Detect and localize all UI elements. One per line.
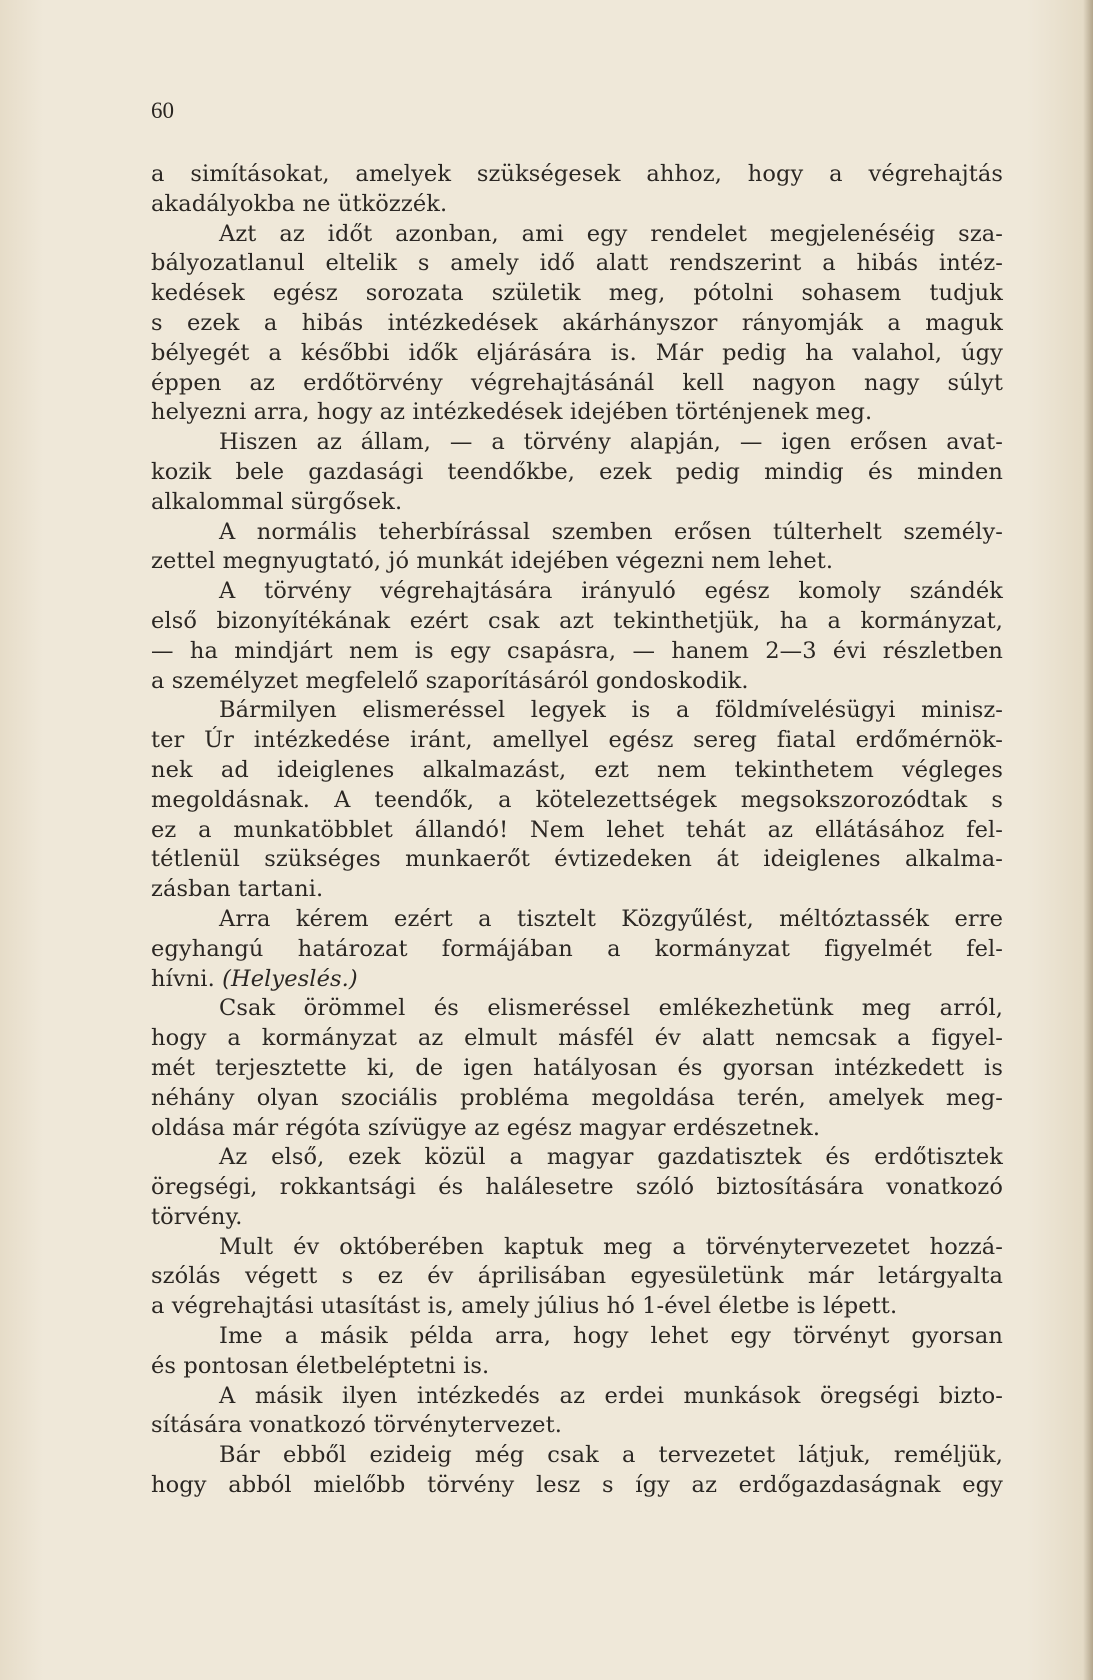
line-text: Azt az időt azonban, ami egy rendelet megjelenéséig sza- (219, 220, 1003, 247)
line-text: Bármilyen elismeréssel legyek is a földmívelésügyi minisz- (219, 697, 1003, 724)
line-text: hívni. (151, 965, 223, 992)
text-line (151, 726, 1003, 756)
text-line (151, 1441, 1003, 1471)
line-text: mét terjesztette ki, de igen hatályosan és gyorsan intézkedett is (151, 1054, 1003, 1081)
text-line (151, 786, 1003, 816)
line-text: Az első, ezek közül a magyar gazdatisztek és erdőtisztek (219, 1144, 1003, 1171)
text-line (151, 667, 1003, 697)
text-line (151, 577, 1003, 607)
line-text: A törvény végrehajtására irányuló egész komoly szándék (219, 578, 1003, 605)
line-text: zásban tartani. (151, 876, 324, 903)
line-text: — ha mindjárt nem is egy csapásra, — hanem 2—3 évi részletben (151, 637, 1003, 664)
text-line (151, 1292, 1003, 1322)
text-line (151, 965, 1003, 995)
text-line (151, 1382, 1003, 1412)
line-text: szólás végett s ez év áprilisában egyesületünk már letárgyalta (151, 1263, 1003, 1290)
line-text: bályozatlanul eltelik s amely idő alatt rendszerint a hibás intéz- (151, 250, 1003, 277)
line-text: első bizonyítékának ezért csak azt tekinthetjük, ha a kormányzat, (151, 607, 1003, 634)
text-line (151, 845, 1003, 875)
text-line (151, 309, 1003, 339)
line-text: öregségi, rokkantsági és halálesetre szóló biztosítására vonatkozó (151, 1174, 1003, 1201)
text-line (151, 1233, 1003, 1263)
line-text: sítására vonatkozó törvénytervezet. (151, 1412, 562, 1439)
line-text: A másik ilyen intézkedés az erdei munkások öregségi bizto- (219, 1382, 1003, 1409)
line-text: a simításokat, amelyek szükségesek ahhoz, hogy a végrehajtás (151, 161, 1003, 187)
line-text: megoldásnak. A teendők, a kötelezettségek megsokszorozódtak s (151, 786, 1003, 813)
text-line (151, 518, 1003, 548)
line-text: alkalommal sürgősek. (151, 488, 403, 515)
text-line (151, 369, 1003, 399)
text-line (151, 696, 1003, 726)
text-line (151, 1322, 1003, 1352)
text-line (151, 1173, 1003, 1203)
text-line (151, 458, 1003, 488)
text-line (151, 1262, 1003, 1292)
line-text: tétlenül szükséges munkaerőt évtizedeken át ideiglenes alkalma- (151, 846, 1003, 873)
line-text: néhány olyan szociális probléma megoldása terén, amelyek meg- (151, 1084, 1003, 1111)
line-text: helyezni arra, hogy az intézkedések idejében történjenek meg. (151, 399, 873, 426)
line-text: akadályokba ne ütközzék. (151, 190, 448, 217)
line-text: Bár ebből ezideig még csak a tervezetet látjuk, reméljük, (219, 1442, 1003, 1469)
text-line (151, 756, 1003, 786)
line-text: Ime a másik példa arra, hogy lehet egy törvényt gyorsan (219, 1323, 1003, 1350)
text-line (151, 875, 1003, 905)
text-line (151, 1054, 1003, 1084)
text-line (151, 637, 1003, 667)
line-text: kozik bele gazdasági teendőkbe, ezek pedig mindig és minden (151, 458, 1003, 485)
line-text: egyhangú határozat formájában a kormányzat figyelmét fel- (151, 935, 1003, 962)
text-line (151, 1471, 1003, 1501)
line-text: nek ad ideiglenes alkalmazást, ezt nem tekinthetem végleges (151, 756, 1003, 783)
line-text: hogy a kormányzat az elmult másfél év alatt nemcsak a figyel- (151, 1025, 1003, 1052)
page-edge-shadow (1083, 0, 1093, 1680)
text-line (151, 1024, 1003, 1054)
text-line (151, 935, 1003, 965)
text-line (151, 488, 1003, 518)
text-line (151, 1352, 1003, 1382)
line-text: ez a munkatöbblet állandó! Nem lehet tehát az ellátásához fel- (151, 816, 1003, 843)
text-line (151, 220, 1003, 250)
page-number: 60 (151, 98, 174, 123)
text-line (151, 816, 1003, 846)
text-line (151, 547, 1003, 577)
line-text: bélyegét a későbbi idők eljárására is. Már pedig ha valahol, úgy (151, 339, 1003, 366)
line-text: kedések egész sorozata születik meg, pótolni sohasem tudjuk (151, 280, 1003, 307)
text-line (151, 1143, 1003, 1173)
text-line (151, 160, 1003, 190)
line-text: éppen az erdőtörvény végrehajtásánál kell nagyon nagy súlyt (151, 369, 1003, 396)
text-line (151, 1411, 1003, 1441)
line-text: ter Úr intézkedése iránt, amellyel egész sereg fiatal erdőmérnök- (151, 727, 1003, 754)
text-line (151, 1114, 1003, 1144)
line-text: oldása már régóta szívügye az egész magyar erdészetnek. (151, 1114, 821, 1141)
line-text: s ezek a hibás intézkedések akárhányszor rányomják a maguk (151, 309, 1003, 336)
text-line (151, 398, 1003, 428)
line-text: zettel megnyugtató, jó munkát idejében végezni nem lehet. (151, 548, 834, 575)
text-line (151, 190, 1003, 220)
line-text: törvény. (151, 1203, 243, 1230)
line-text: A normális teherbírással szemben erősen túlterhelt személy- (219, 518, 1003, 545)
text-line (151, 607, 1003, 637)
text-line (151, 249, 1003, 279)
line-text: és pontosan életbeléptetni is. (151, 1352, 490, 1379)
text-line (151, 994, 1003, 1024)
text-line (151, 905, 1003, 935)
line-text: Hiszen az állam, — a törvény alapján, — igen erősen avat- (219, 429, 1003, 456)
line-text: Arra kérem ezért a tisztelt Közgyűlést, méltóztassék erre (219, 905, 1003, 932)
body-text (151, 160, 1003, 1501)
text-line (151, 339, 1003, 369)
text-line (151, 1203, 1003, 1233)
line-italic-text: (Helyeslés.) (222, 965, 358, 992)
text-line (151, 1084, 1003, 1114)
text-line (151, 279, 1003, 309)
line-text: a személyzet megfelelő szaporításáról gondoskodik. (151, 667, 749, 694)
line-text: hogy abból mielőbb törvény lesz s így az erdőgazdaságnak egy (151, 1472, 1003, 1499)
line-text: Mult év októberében kaptuk meg a törvénytervezetet hozzá- (219, 1233, 1003, 1260)
line-text: Csak örömmel és elismeréssel emlékezhetünk meg arról, (219, 995, 1003, 1022)
line-text: a végrehajtási utasítást is, amely július hó 1-ével életbe is lépett. (151, 1293, 898, 1320)
text-line (151, 428, 1003, 458)
